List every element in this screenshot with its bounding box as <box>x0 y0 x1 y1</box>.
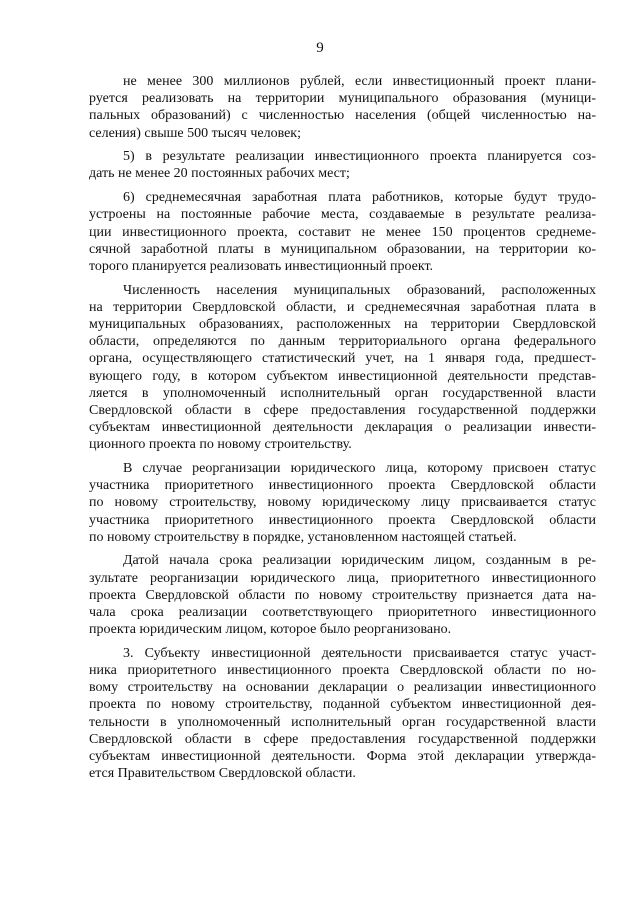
text-line: сячной заработной платы в муниципальном образовании, на территории ко- <box>89 241 596 257</box>
text-line: проекта по новому строительству, поданной субъектом инвестиционной дея- <box>89 697 596 713</box>
text-line: пальных образований) с численностью населения (общей численностью на- <box>89 108 596 124</box>
text-line: не менее 300 миллионов рублей, если инвестиционный проект плани- <box>123 74 596 89</box>
text-line: чала срока реализации соответствующего приоритетного инвестиционного <box>89 604 596 620</box>
text-line: участника приоритетного инвестиционного проекта Свердловской области <box>89 512 596 528</box>
text-line: вому строительству на основании декларации о реализации инвестиционного <box>89 680 596 696</box>
text-line: Свердловской области в сфере предоставления государственной поддержки <box>89 402 596 418</box>
text-line: ника приоритетного инвестиционного проекта Свердловской области по но- <box>89 663 596 678</box>
text-line: на территории Свердловской области, и среднемесячная заработная плата в <box>89 299 596 315</box>
paragraph <box>89 460 596 546</box>
text-line: по новому строительству, новому юридическому лицу присваивается статус <box>89 495 596 511</box>
paragraph <box>89 73 596 142</box>
paragraph <box>89 282 596 454</box>
text-line: по новому строительству в порядке, установленном настоящей статьей. <box>89 529 517 545</box>
text-line: проекта юридическим лицом, которое было реорганизовано. <box>89 622 452 638</box>
text-line: 6) среднемесячная заработная плата работников, которые будут трудо- <box>123 190 596 206</box>
text-line: 5) в результате реализации инвестиционного проекта планируется соз- <box>123 149 596 165</box>
paragraph <box>89 189 596 275</box>
text-line: вующего году, в котором субъектом инвестиционной деятельности представ- <box>89 368 596 384</box>
text-line: торого планируется реализовать инвестиционный проект. <box>89 258 434 274</box>
text-line: руется реализовать на территории муниципального образования (муници- <box>89 91 596 107</box>
text-line: Свердловской области в сфере предоставления государственной поддержки <box>89 731 596 747</box>
text-line: селения) свыше 500 тысяч человек; <box>89 125 302 141</box>
text-line: 3. Субъекту инвестиционной деятельности присваивается статус участ- <box>123 645 596 661</box>
text-line: тельности в уполномоченный исполнительный орган государственной власти <box>89 714 596 730</box>
text-line: ляется в уполномоченный исполнительный орган государственной власти <box>89 385 596 401</box>
text-line: ционного проекта по новому строительству. <box>89 437 352 453</box>
page-number: 9 <box>316 40 324 56</box>
text-line: участника приоритетного инвестиционного проекта Свердловской области <box>89 478 596 494</box>
text-line: субъектам инвестиционной деятельности. Форма этой декларации утвержда- <box>89 748 596 764</box>
text-line: дать не менее 20 постоянных рабочих мест; <box>89 166 350 182</box>
text-line: Датой начала срока реализации юридическим лицом, созданным в ре- <box>123 553 596 569</box>
text-line: устроены на постоянные рабочие места, создаваемые в результате реализа- <box>89 207 596 223</box>
text-line: органа, осуществляющего статистический учет, на 1 января года, предшест- <box>89 351 596 367</box>
paragraph <box>89 552 596 638</box>
text-line: зультате реорганизации юридического лица, приоритетного инвестиционного <box>89 570 596 586</box>
text-line: ется Правительством Свердловской области. <box>89 766 356 782</box>
text-line: области, определяются по данным территориального органа федерального <box>89 334 596 350</box>
text-line: проекта Свердловской области по новому строительству признается дата на- <box>89 587 596 603</box>
paragraph <box>89 645 596 783</box>
document-body <box>89 73 596 782</box>
paragraph <box>89 148 596 182</box>
text-line: ции инвестиционного проекта, составит не менее 150 процентов среднеме- <box>89 224 596 240</box>
text-line: субъектам инвестиционной деятельности декларация о реализации инвести- <box>89 420 596 436</box>
text-line: В случае реорганизации юридического лица, которому присвоен статус <box>123 460 596 476</box>
text-line: муниципальных образованиях, расположенных на территории Свердловской <box>89 316 596 332</box>
text-line: Численность населения муниципальных образований, расположенных <box>123 282 596 298</box>
